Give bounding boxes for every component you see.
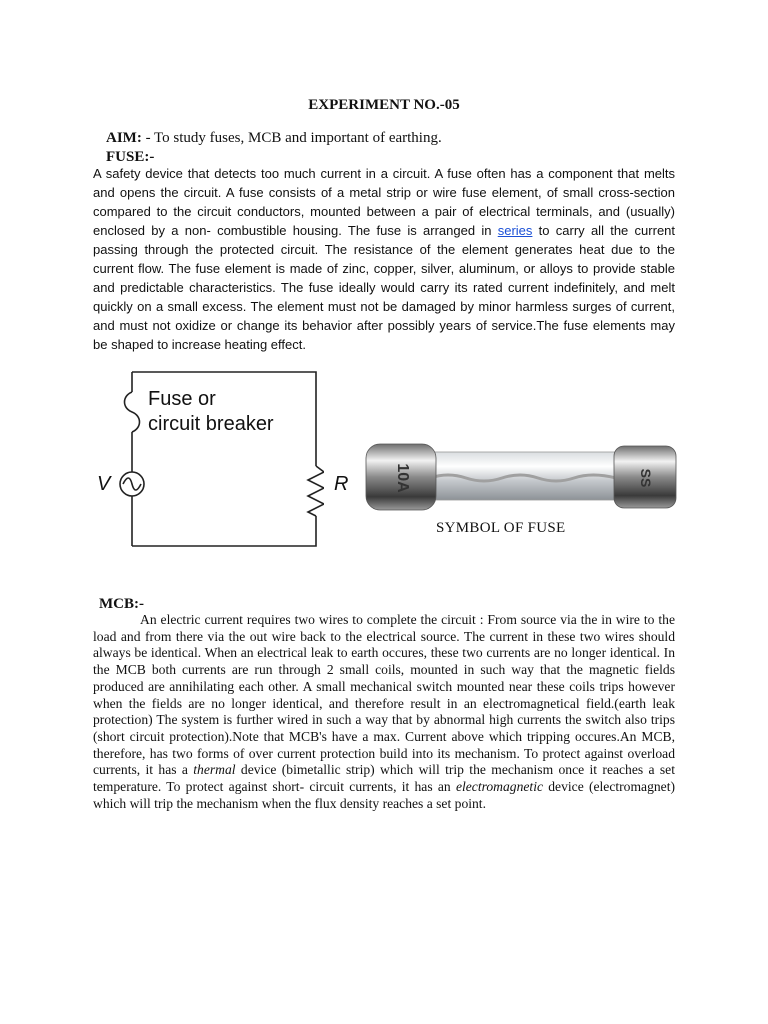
- circuit-right-wire: [132, 516, 316, 546]
- fuse-caption: SYMBOL OF FUSE: [436, 520, 566, 536]
- mcb-paragraph-text-2: device (bimetallic strip) which will trip the mechanism once it reaches a set temperature. To protect against short- circuit currents, it has an: [93, 762, 675, 795]
- aim-line: [106, 130, 442, 147]
- voltage-label: V: [97, 473, 111, 495]
- fuse-paragraph: [93, 164, 675, 354]
- resistor-label: R: [334, 473, 349, 495]
- electromagnetic-term: electromagnetic: [455, 779, 544, 795]
- ac-wave: [123, 478, 141, 490]
- page-title: EXPERIMENT NO.-05: [308, 97, 460, 113]
- thermal-term: thermal: [193, 762, 236, 778]
- fuse-photo: [358, 438, 678, 520]
- aim-label: AIM:: [106, 130, 142, 146]
- fuse-symbol: [125, 392, 140, 432]
- fuse-heading: FUSE:-: [106, 149, 155, 165]
- mcb-paragraph: [93, 612, 675, 812]
- fuse-right-marking: SS: [638, 468, 654, 488]
- mcb-paragraph-text-1: An electric current requires two wires to complete the circuit : From source via the in wire to the load and from there via the out wire back to the electrical source. The current in these two wires should always be identical. When an electrical leak to earth occures, these two currents are no longer identical. In the MCB both currents are run through 2 small coils, mounted in such way that the magnetic fields produced are annihilating each other. A small mechanical switch mounted near these coils trips however when the fields are no longer identical, and therefore result in an electromagnetical field.(earth leak protection) The system is further wired in such a way that by abnormal high currents the switch also trips (short circuit protection).Note that MCB's have a max. Current above which tripping occures.An MCB, therefore, has two forms of over current protection build into its mechanism. To protect against overload currents, it has a: [93, 612, 675, 778]
- series-link[interactable]: series: [497, 223, 533, 238]
- circuit-label-line-2: circuit breaker: [148, 413, 274, 435]
- aim-text: - To study fuses, MCB and important of earthing.: [141, 130, 442, 146]
- mcb-heading: MCB:-: [99, 596, 144, 612]
- fuse-left-marking: 10A: [394, 463, 411, 493]
- fuse-paragraph-text-1: A safety device that detects too much current in a circuit. A fuse often has a component that melts and opens the circuit. A fuse consists of a metal strip or wire fuse element, of small cross-section compared to the circuit conductors, mounted between a pair of electrical terminals, and (usually) enclosed by a non- combustible housing. The fuse is arranged in: [93, 166, 675, 238]
- mcb-paragraph-text-3: device (electromagnet) which will trip the mechanism when the flux density reaches a set point.: [93, 779, 676, 811]
- resistor-symbol: [308, 466, 324, 516]
- fuse-paragraph-text-2: to carry all the current passing through the protected circuit. The resistance of the element generates heat due to the current flow. The fuse element is made of zinc, copper, silver, aluminum, or alloys to provide stable and predictable characteristics. The fuse ideally would carry its rated current indefinitely, and melt quickly on a small excess. The element must not be damaged by minor harmless surges of current, and must not oxidize or change its behavior after possibly years of service.The fuse elements may be shaped to increase heating effect.: [93, 223, 676, 352]
- circuit-label-line-1: Fuse or: [148, 388, 216, 410]
